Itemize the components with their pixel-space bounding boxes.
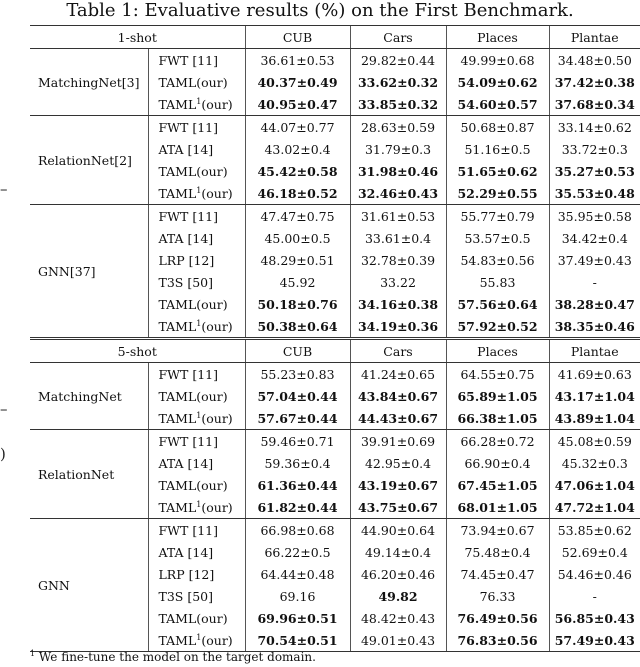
result-cell: 40.37±0.49: [245, 71, 350, 93]
method-cell: [148, 71, 245, 93]
result-cell: 50.68±0.87: [446, 116, 549, 139]
method-cell: [148, 293, 245, 315]
method-name: ATA [14]: [158, 544, 214, 560]
result-cell: 37.49±0.43: [549, 249, 640, 271]
result-cell: 32.78±0.39: [350, 249, 446, 271]
method-footnote-mark: 1: [196, 185, 202, 195]
result-cell: 65.89±1.05: [446, 385, 549, 407]
result-cell: 49.14±0.4: [350, 541, 446, 563]
result-cell: 35.27±0.53: [549, 160, 640, 182]
section-header-row: [30, 26, 640, 49]
table-row: [30, 116, 640, 139]
result-cell: 54.60±0.57: [446, 93, 549, 116]
method-footnote-mark: 1: [196, 632, 202, 642]
column-header: Plantae: [549, 339, 640, 363]
table-row: [30, 430, 640, 453]
footnote: [30, 650, 316, 665]
table-row: [30, 49, 640, 72]
method-cell: [148, 452, 245, 474]
column-header: Plantae: [549, 26, 640, 49]
result-cell: 54.83±0.56: [446, 249, 549, 271]
result-cell: 74.45±0.47: [446, 563, 549, 585]
result-cell: -: [549, 271, 640, 293]
column-header: CUB: [245, 26, 350, 49]
result-cell: 64.55±0.75: [446, 363, 549, 386]
result-cell: 55.23±0.83: [245, 363, 350, 386]
result-cell: 44.07±0.77: [245, 116, 350, 139]
method-name: T3S [50]: [158, 274, 213, 290]
result-cell: 43.84±0.67: [350, 385, 446, 407]
result-cell: 47.72±1.04: [549, 496, 640, 519]
result-cell: 75.48±0.4: [446, 541, 549, 563]
result-cell: 57.04±0.44: [245, 385, 350, 407]
method-cell: [148, 585, 245, 607]
method-name: LRP [12]: [158, 566, 215, 582]
method-cell: [148, 249, 245, 271]
model-name: RelationNet: [30, 430, 148, 519]
result-cell: 44.43±0.67: [350, 407, 446, 430]
result-cell: 59.36±0.4: [245, 452, 350, 474]
result-cell: 57.92±0.52: [446, 315, 549, 339]
method-footnote-mark: 1: [196, 318, 202, 328]
method-name: TAML: [158, 185, 197, 201]
shot-label: 5-shot: [30, 339, 245, 363]
method-name: ATA [14]: [158, 455, 214, 471]
method-cell: [148, 160, 245, 182]
method-cell: [148, 205, 245, 228]
result-cell: 55.83: [446, 271, 549, 293]
result-cell: 68.01±1.05: [446, 496, 549, 519]
result-cell: 69.16: [245, 585, 350, 607]
method-name: ATA [14]: [158, 141, 214, 157]
result-cell: 66.90±0.4: [446, 452, 549, 474]
result-cell: 43.02±0.4: [245, 138, 350, 160]
result-cell: 57.56±0.64: [446, 293, 549, 315]
result-cell: 45.00±0.5: [245, 227, 350, 249]
method-cell: [148, 519, 245, 542]
result-cell: 43.89±1.04: [549, 407, 640, 430]
result-cell: 48.29±0.51: [245, 249, 350, 271]
method-name: TAML: [158, 632, 197, 648]
result-cell: 45.08±0.59: [549, 430, 640, 453]
result-cell: 33.61±0.4: [350, 227, 446, 249]
result-cell: 52.69±0.4: [549, 541, 640, 563]
result-cell: 39.91±0.69: [350, 430, 446, 453]
footnote-mark: 1: [30, 649, 36, 658]
method-name: TAML: [158, 96, 197, 112]
column-header: Cars: [350, 339, 446, 363]
result-cell: 54.46±0.46: [549, 563, 640, 585]
method-name: FWT [11]: [158, 433, 218, 449]
method-cell: [148, 49, 245, 72]
method-name: TAML(our): [158, 74, 228, 90]
model-name: GNN: [30, 519, 148, 652]
result-cell: 54.09±0.62: [446, 71, 549, 93]
left-edge-fragment: –: [0, 400, 8, 418]
result-cell: 31.61±0.53: [350, 205, 446, 228]
method-name: TAML(our): [158, 388, 228, 404]
result-cell: 37.42±0.38: [549, 71, 640, 93]
method-name: FWT [11]: [158, 119, 218, 135]
method-suffix: (our): [201, 499, 233, 515]
table-row: [30, 205, 640, 228]
method-cell: [148, 116, 245, 139]
method-footnote-mark: 1: [196, 410, 202, 420]
method-name: TAML(our): [158, 477, 228, 493]
result-cell: 56.85±0.43: [549, 607, 640, 629]
method-name: FWT [11]: [158, 522, 218, 538]
result-cell: 51.65±0.62: [446, 160, 549, 182]
result-cell: 33.85±0.32: [350, 93, 446, 116]
method-cell: [148, 541, 245, 563]
left-edge-fragment: –: [0, 180, 8, 198]
result-cell: 45.42±0.58: [245, 160, 350, 182]
result-cell: 29.82±0.44: [350, 49, 446, 72]
result-cell: 43.17±1.04: [549, 385, 640, 407]
method-footnote-mark: 1: [196, 499, 202, 509]
result-cell: 41.24±0.65: [350, 363, 446, 386]
result-cell: 48.42±0.43: [350, 607, 446, 629]
result-cell: 52.29±0.55: [446, 182, 549, 205]
result-cell: 37.68±0.34: [549, 93, 640, 116]
model-name: GNN[37]: [30, 205, 148, 339]
method-name: FWT [11]: [158, 366, 218, 382]
method-suffix: (our): [201, 318, 233, 334]
method-name: FWT [11]: [158, 52, 218, 68]
method-name: TAML: [158, 410, 197, 426]
result-cell: 46.20±0.46: [350, 563, 446, 585]
result-cell: 42.95±0.4: [350, 452, 446, 474]
table-row: [30, 363, 640, 386]
result-cell: 35.53±0.48: [549, 182, 640, 205]
result-cell: 76.49±0.56: [446, 607, 549, 629]
shot-label: 1-shot: [30, 26, 245, 49]
result-cell: 41.69±0.63: [549, 363, 640, 386]
result-cell: -: [549, 585, 640, 607]
method-cell: [148, 430, 245, 453]
model-name: RelationNet[2]: [30, 116, 148, 205]
column-header: CUB: [245, 339, 350, 363]
method-cell: [148, 474, 245, 496]
method-name: TAML: [158, 499, 197, 515]
result-cell: 70.54±0.51: [245, 629, 350, 652]
result-cell: 49.82: [350, 585, 446, 607]
method-cell: [148, 93, 245, 116]
result-cell: 67.45±1.05: [446, 474, 549, 496]
result-cell: 49.01±0.43: [350, 629, 446, 652]
result-cell: 43.75±0.67: [350, 496, 446, 519]
result-cell: 49.99±0.68: [446, 49, 549, 72]
table-row: [30, 519, 640, 542]
result-cell: 40.95±0.47: [245, 93, 350, 116]
result-cell: 38.28±0.47: [549, 293, 640, 315]
result-cell: 33.14±0.62: [549, 116, 640, 139]
column-header: Cars: [350, 26, 446, 49]
result-cell: 57.49±0.43: [549, 629, 640, 652]
result-cell: 32.46±0.43: [350, 182, 446, 205]
method-name: ATA [14]: [158, 230, 214, 246]
method-cell: [148, 385, 245, 407]
result-cell: 50.38±0.64: [245, 315, 350, 339]
method-cell: [148, 271, 245, 293]
result-cell: 34.42±0.4: [549, 227, 640, 249]
result-cell: 50.18±0.76: [245, 293, 350, 315]
result-cell: 34.48±0.50: [549, 49, 640, 72]
method-cell: [148, 315, 245, 339]
result-cell: 66.28±0.72: [446, 430, 549, 453]
method-cell: [148, 138, 245, 160]
result-cell: 33.62±0.32: [350, 71, 446, 93]
method-name: T3S [50]: [158, 588, 213, 604]
method-cell: [148, 563, 245, 585]
result-cell: 31.98±0.46: [350, 160, 446, 182]
result-cell: 64.44±0.48: [245, 563, 350, 585]
column-header: Places: [446, 26, 549, 49]
result-cell: 51.16±0.5: [446, 138, 549, 160]
result-cell: 47.06±1.04: [549, 474, 640, 496]
result-cell: 69.96±0.51: [245, 607, 350, 629]
method-suffix: (our): [201, 632, 233, 648]
method-suffix: (our): [201, 185, 233, 201]
method-cell: [148, 407, 245, 430]
method-cell: [148, 607, 245, 629]
result-cell: 35.95±0.58: [549, 205, 640, 228]
column-header: Places: [446, 339, 549, 363]
results-table: [30, 25, 640, 652]
method-cell: [148, 363, 245, 386]
method-suffix: (our): [201, 410, 233, 426]
result-cell: 31.79±0.3: [350, 138, 446, 160]
result-cell: 57.67±0.44: [245, 407, 350, 430]
result-cell: 45.32±0.3: [549, 452, 640, 474]
result-cell: 53.85±0.62: [549, 519, 640, 542]
left-edge-fragment: ): [0, 445, 6, 463]
footnote-text: We fine-tune the model on the target domain.: [38, 650, 316, 664]
result-cell: 66.22±0.5: [245, 541, 350, 563]
result-cell: 76.83±0.56: [446, 629, 549, 652]
result-cell: 28.63±0.59: [350, 116, 446, 139]
result-cell: 53.57±0.5: [446, 227, 549, 249]
result-cell: 34.19±0.36: [350, 315, 446, 339]
method-name: TAML(our): [158, 610, 228, 626]
method-name: TAML(our): [158, 296, 228, 312]
result-cell: 33.22: [350, 271, 446, 293]
result-cell: 36.61±0.53: [245, 49, 350, 72]
result-cell: 43.19±0.67: [350, 474, 446, 496]
result-cell: 47.47±0.75: [245, 205, 350, 228]
method-name: FWT [11]: [158, 208, 218, 224]
method-cell: [148, 629, 245, 652]
method-name: LRP [12]: [158, 252, 215, 268]
result-cell: 33.72±0.3: [549, 138, 640, 160]
model-name: MatchingNet: [30, 363, 148, 430]
method-cell: [148, 496, 245, 519]
results-table-body: [30, 26, 640, 652]
method-name: TAML: [158, 318, 197, 334]
result-cell: 45.92: [245, 271, 350, 293]
section-header-row: [30, 339, 640, 363]
method-name: TAML(our): [158, 163, 228, 179]
result-cell: 55.77±0.79: [446, 205, 549, 228]
method-footnote-mark: 1: [196, 96, 202, 106]
result-cell: 73.94±0.67: [446, 519, 549, 542]
method-cell: [148, 227, 245, 249]
method-suffix: (our): [201, 96, 233, 112]
model-name: MatchingNet[3]: [30, 49, 148, 116]
result-cell: 66.38±1.05: [446, 407, 549, 430]
result-cell: 38.35±0.46: [549, 315, 640, 339]
result-cell: 59.46±0.71: [245, 430, 350, 453]
result-cell: 46.18±0.52: [245, 182, 350, 205]
result-cell: 61.82±0.44: [245, 496, 350, 519]
table-caption: Table 1: Evaluative results (%) on the First Benchmark.: [66, 0, 574, 21]
method-cell: [148, 182, 245, 205]
result-cell: 76.33: [446, 585, 549, 607]
result-cell: 34.16±0.38: [350, 293, 446, 315]
result-cell: 44.90±0.64: [350, 519, 446, 542]
result-cell: 66.98±0.68: [245, 519, 350, 542]
result-cell: 61.36±0.44: [245, 474, 350, 496]
